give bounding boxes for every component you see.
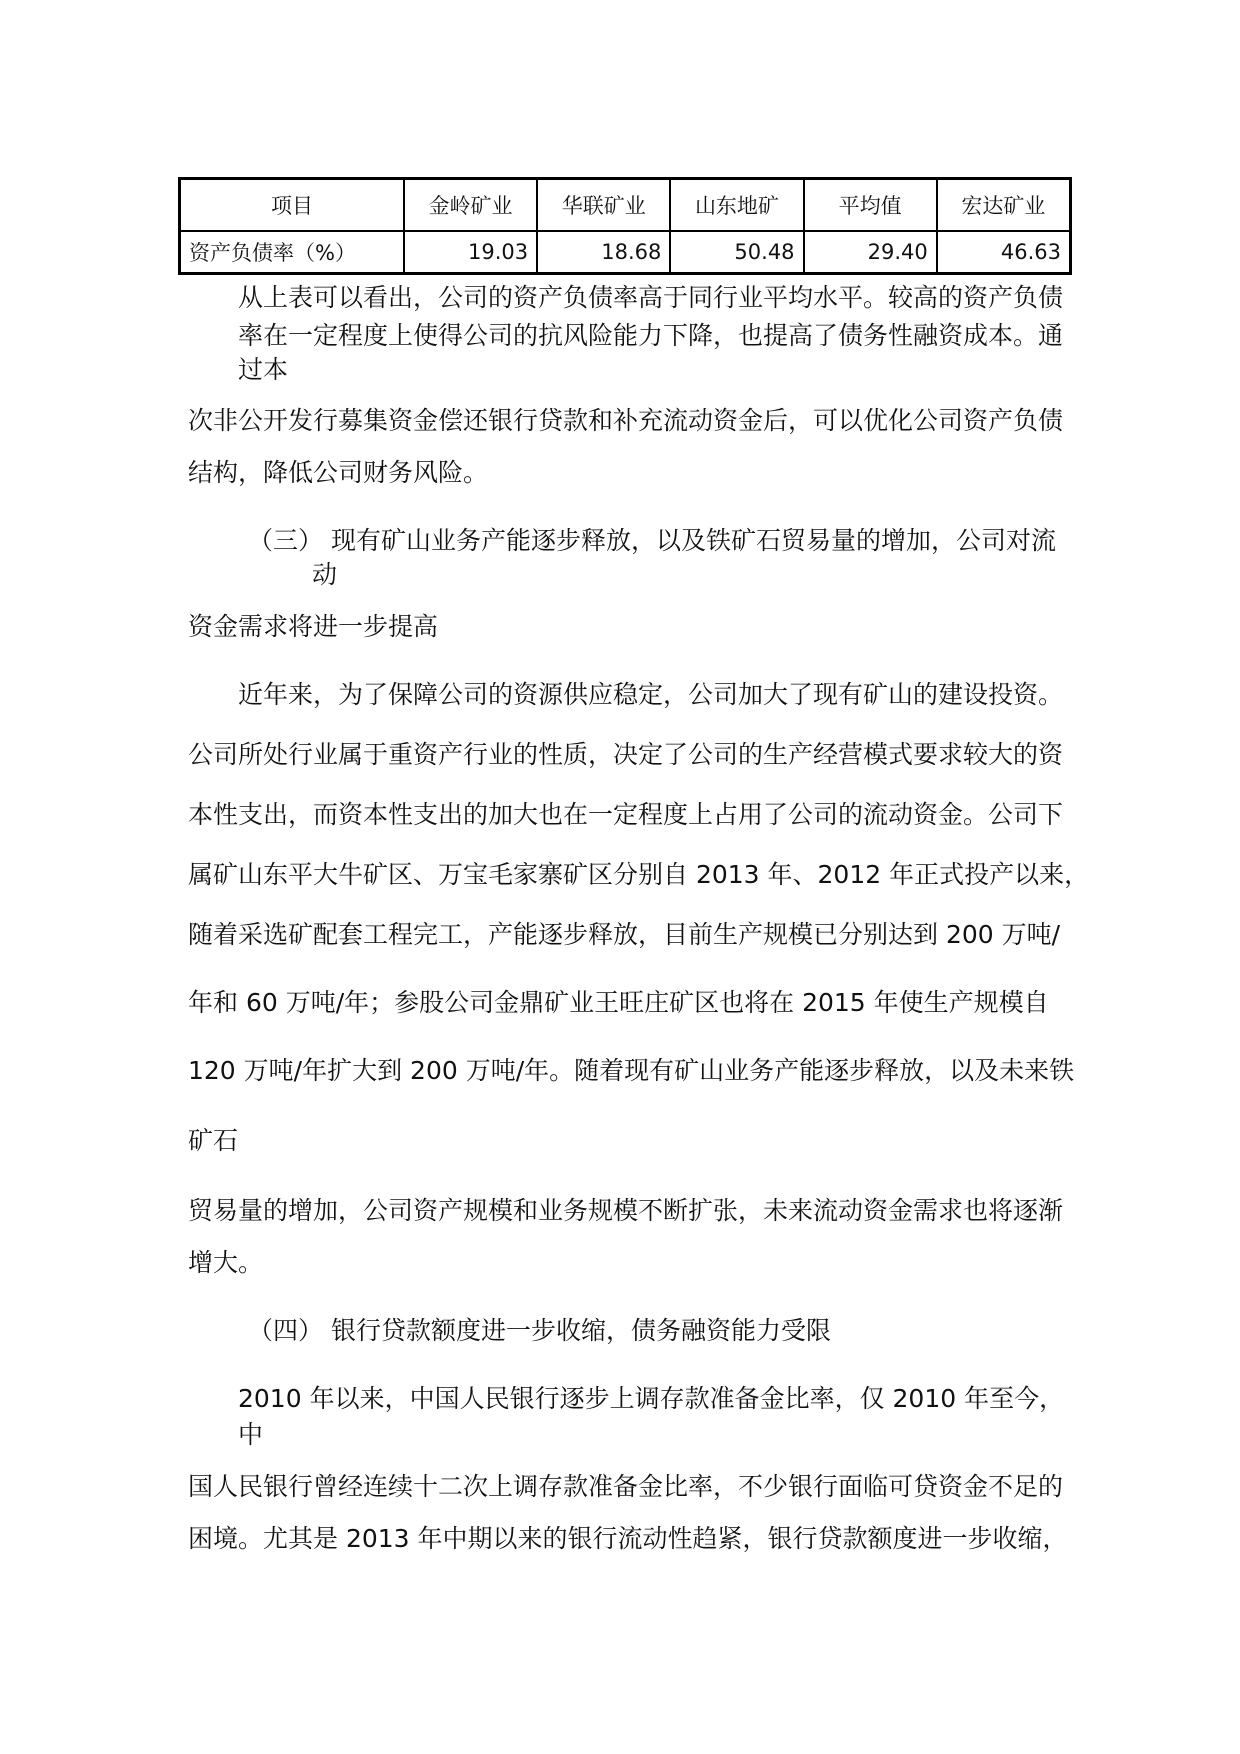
paragraph-line: 公司所处行业属于重资产行业的性质，决定了公司的生产经营模式要求较大的资 (188, 740, 1064, 769)
header-hongda: 宏达矿业 (937, 179, 1071, 232)
header-item: 项目 (180, 179, 404, 232)
paragraph-line: 率在一定程度上使得公司的抗风险能力下降，也提高了债务性融资成本。通 (238, 321, 1064, 350)
paragraph-line: 属矿山东平大牛矿区、万宝毛家寨矿区分别自 2013 年、2012 年正式投产以来， (188, 860, 1090, 889)
header-jinling: 金岭矿业 (404, 179, 537, 232)
paragraph-line: 2010 年以来，中国人民银行逐步上调存款准备金比率，仅 2010 年至今， (238, 1384, 1065, 1413)
paragraph-line: 从上表可以看出，公司的资产负债率高于同行业平均水平。较高的资产负债 (238, 283, 1064, 312)
section-heading-4: （四） 银行贷款额度进一步收缩，债务融资能力受限 (248, 1316, 831, 1345)
cell-value: 50.48 (670, 231, 803, 274)
section-heading-3: （三） 现有矿山业务产能逐步释放，以及铁矿石贸易量的增加，公司对流 (248, 526, 1056, 555)
debt-ratio-table (178, 177, 1072, 275)
section-heading-3-wrap: 动 (312, 560, 338, 589)
section-heading-3-cont: 资金需求将进一步提高 (188, 612, 439, 641)
paragraph-line: 过本 (238, 355, 289, 384)
paragraph-line: 困境。尤其是 2013 年中期以来的银行流动性趋紧，银行贷款额度进一步收缩， (188, 1524, 1068, 1553)
paragraph-line: 矿石 (188, 1126, 239, 1155)
cell-value: 19.03 (404, 231, 537, 274)
paragraph-line: 国人民银行曾经连续十二次上调存款准备金比率，不少银行面临可贷资金不足的 (188, 1472, 1064, 1501)
paragraph-line: 年和 60 万吨/年；参股公司金鼎矿业王旺庄矿区也将在 2015 年使生产规模自 (188, 988, 1049, 1017)
paragraph-line: 贸易量的增加，公司资产规模和业务规模不断扩张，未来流动资金需求也将逐渐 (188, 1196, 1064, 1225)
paragraph-line: 增大。 (188, 1248, 264, 1277)
paragraph-line: 中 (238, 1420, 264, 1449)
paragraph-line: 近年来，为了保障公司的资源供应稳定，公司加大了现有矿山的建设投资。 (238, 680, 1064, 709)
cell-value: 29.40 (804, 231, 937, 274)
cell-value: 18.68 (537, 231, 670, 274)
cell-value: 46.63 (937, 231, 1071, 274)
row-label: 资产负债率（%） (180, 231, 404, 274)
paragraph-line: 120 万吨/年扩大到 200 万吨/年。随着现有矿山业务产能逐步释放，以及未来铁 (188, 1056, 1075, 1085)
header-shandong: 山东地矿 (670, 179, 803, 232)
table-row (180, 231, 1071, 274)
paragraph-line: 本性支出，而资本性支出的加大也在一定程度上占用了公司的流动资金。公司下 (188, 800, 1064, 829)
table-header-row (180, 179, 1071, 232)
paragraph-line: 随着采选矿配套工程完工，产能逐步释放，目前生产规模已分别达到 200 万吨/ (188, 920, 1061, 949)
paragraph-line: 次非公开发行募集资金偿还银行贷款和补充流动资金后，可以优化公司资产负债 (188, 406, 1064, 435)
header-hualian: 华联矿业 (537, 179, 670, 232)
paragraph-line: 结构，降低公司财务风险。 (188, 458, 489, 487)
header-average: 平均值 (804, 179, 937, 232)
